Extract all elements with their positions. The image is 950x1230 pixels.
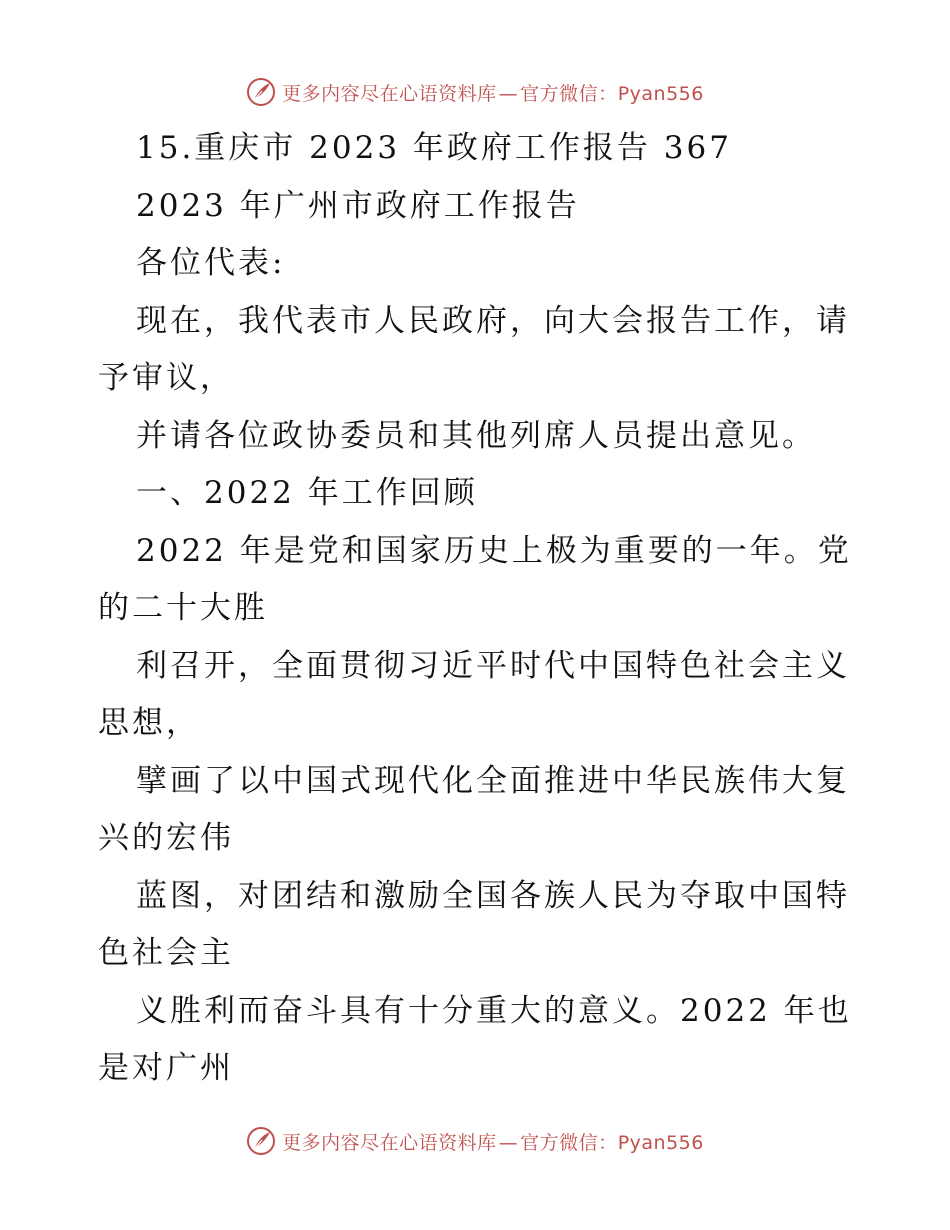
- text-line: 兴的宏伟: [98, 820, 234, 856]
- text-line: 15.重庆市 2023 年政府工作报告 367: [136, 130, 732, 166]
- text-line: 并请各位政协委员和其他列席人员提出意见。: [136, 417, 816, 454]
- text-line: 的二十大胜: [98, 590, 268, 626]
- text-line: 一、2022 年工作回顾: [136, 475, 478, 511]
- text-line: 色社会主: [98, 935, 234, 971]
- watermark-brand: 更多内容尽在心语资料库: [282, 1131, 497, 1154]
- text-line: 予审议，: [98, 360, 234, 396]
- header-watermark: [0, 72, 950, 112]
- watermark-brand: 更多内容尽在心语资料库: [282, 82, 497, 105]
- watermark-label: 官方微信：: [520, 82, 618, 105]
- text-line: 现在，我代表市人民政府，向大会报告工作，请: [136, 302, 850, 339]
- watermark-wechat-id: Pyan556: [617, 82, 704, 105]
- document-body: [98, 120, 858, 1098]
- text-line: 利召开，全面贯彻习近平时代中国特色社会主义: [136, 647, 850, 684]
- quill-feather-icon: [246, 77, 276, 107]
- watermark-separator: —: [498, 1131, 519, 1154]
- watermark-text: [282, 79, 704, 106]
- text-line: 是对广州: [98, 1050, 234, 1086]
- footer-watermark: [0, 1121, 950, 1161]
- watermark-wechat-id: Pyan556: [617, 1131, 704, 1154]
- quill-feather-icon: [246, 1126, 276, 1156]
- watermark-text: [282, 1128, 704, 1155]
- text-line: 各位代表:: [136, 245, 286, 281]
- text-line: 2022 年是党和国家历史上极为重要的一年。党: [136, 532, 852, 569]
- text-line: 2023 年广州市政府工作报告: [136, 187, 580, 224]
- watermark-separator: —: [498, 82, 519, 105]
- text-line: 擘画了以中国式现代化全面推进中华民族伟大复: [136, 762, 850, 799]
- watermark-label: 官方微信：: [520, 1131, 618, 1154]
- text-line: 义胜利而奋斗具有十分重大的意义。2022 年也: [136, 992, 852, 1029]
- text-line: 思想，: [98, 705, 200, 741]
- text-line: 蓝图，对团结和激励全国各族人民为夺取中国特: [136, 877, 850, 914]
